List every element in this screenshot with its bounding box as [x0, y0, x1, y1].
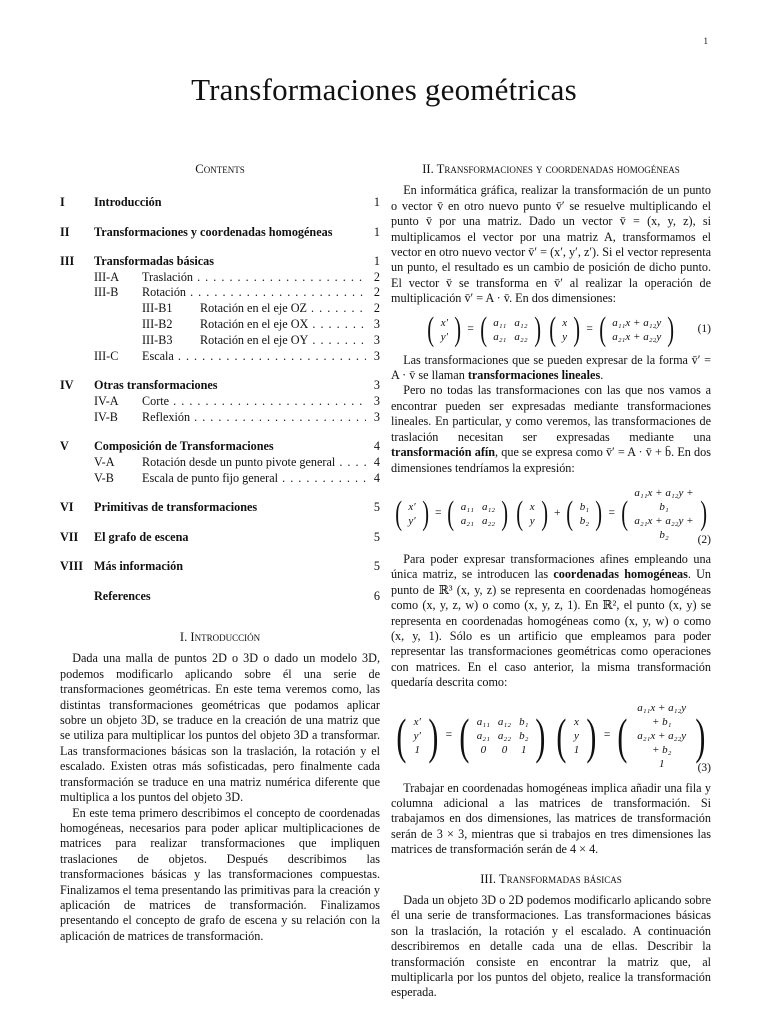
toc-subsection-number: IV-B [94, 409, 118, 424]
toc-section-title: Transformaciones y coordenadas homogéneas [94, 224, 333, 239]
matrix-entry: a₂₁x + a₂₂y + b₂ [637, 729, 687, 756]
toc-page-number: 3 [373, 317, 380, 332]
matrix: ( a₁₁ a₁₂ b₁ a₂₁ a₂₂ b₂ 0 0 1 ) [459, 707, 546, 764]
toc-subsection-title: Corte . . . [142, 394, 366, 410]
matrix-entry: 0 [480, 743, 487, 756]
toc-subsection-title: Rotación en el eje OZ . . . [200, 301, 366, 317]
math-operator: = [586, 322, 593, 335]
paragraph: Dada un objeto 3D o 2D podemos modificarlo aplicando sobre él una serie de transformaciones. Las transformaciones básicas son la traslación, la rotación y el escalado. A continuación describiremos en detalle cada una de ellas. Describir la transformación consiste en encontrar la matriz que, al multiplicarla por los puntos del objeto, realice la transformación esperada. [391, 893, 711, 1000]
matrix-entry: a₁₂ [481, 500, 496, 513]
toc-subsection-number: III-B1 [142, 301, 173, 316]
toc-section-title: Más información [94, 559, 184, 574]
toc-subsection-number: III-B [94, 285, 119, 300]
matrix-entry: b₁ [519, 715, 529, 728]
paragraph: Dada una malla de puntos 2D o 3D o dado un modelo 3D, podemos modificarlo aplicando sobre él una serie de transformaciones geométricas. En este tema veremos como, las distintas transformaciones geométricas que podamos aplicar sobre un objeto 3D, se traduce en la creación de una matriz que se utiliza para multiplicar los puntos del objeto 3D a transformar. Las transformaciones básicas son la traslación, la rotación y el escalado. Existen otras más sofisticadas, pero finalmente cada transformación se traduce en una matriz numérica diferente que multiplica a los puntos del objeto 3D. [60, 651, 380, 805]
toc-page-number: 2 [373, 301, 380, 316]
toc-subsection-number: III-B2 [142, 317, 173, 332]
toc-section-title: Composición de Transformaciones [94, 439, 274, 454]
matrix-entry: y [529, 514, 535, 527]
toc-page-number: 1 [373, 224, 380, 239]
matrix: ( a₁₁x + a₁₂y + b₁ a₂₁x + a₂₂y + b₂ ) [621, 486, 707, 541]
section-heading-intro: I. Introducción [179, 630, 261, 645]
matrix-entry: a₁₂ [514, 316, 528, 329]
matrix-entry: x [574, 715, 579, 728]
toc-section-number: VIII [60, 559, 84, 574]
toc-subsection-title: Reflexión . . . [142, 410, 366, 426]
toc-page-number: 4 [373, 439, 380, 454]
toc-subsection-number: III-C [94, 348, 119, 363]
toc-section[interactable] [60, 530, 380, 545]
toc-page-number: 3 [373, 393, 380, 408]
matrix-entry: x′ [440, 316, 449, 329]
toc-subsection-number: V-B [94, 470, 114, 485]
math-operator: = [434, 507, 442, 520]
matrix-entry: a₁₁ [460, 500, 474, 513]
matrix: ( x′ y′ ) [395, 494, 429, 532]
matrix-entry: y′ [440, 330, 449, 343]
toc-subsection-title: Escala de punto fijo general . . . [142, 471, 366, 487]
paragraph: Trabajar en coordenadas homogéneas implica añadir una fila y columna adicional a las matrices de transformación. Si trabajamos en dos dimensiones, las matrices de transformación serán de 3 × 3, mientras que si trabajos en tres dimensiones las matrices de transformación serán de 4 × 4. [391, 780, 711, 857]
matrix-entry: b₂ [519, 729, 529, 742]
matrix: ( a₁₁x + a₁₂y a₂₁x + a₂₂y ) [599, 310, 675, 348]
toc-section[interactable] [60, 439, 380, 454]
toc-section-number: II [60, 224, 70, 239]
toc-page-number: 4 [373, 470, 380, 485]
matrix: ( x′ y′ 1 ) [396, 707, 439, 764]
toc-subsection[interactable] [60, 301, 380, 317]
matrix: ( x y ) [516, 494, 548, 532]
toc-subsection-number: III-A [94, 269, 120, 284]
paper-title: Transformaciones geométricas [191, 72, 577, 107]
matrix-entry: a₂₁x + a₂₂y + b₂ [634, 514, 694, 541]
matrix-entry: a₂₁ [476, 729, 490, 742]
matrix-entry: a₂₂ [481, 514, 496, 527]
right-column [391, 162, 711, 1001]
toc-page-number: 2 [373, 269, 380, 284]
toc-subsection-title: Traslación . . . [142, 270, 366, 286]
toc-page-number: 5 [373, 529, 380, 544]
toc-subsection[interactable] [60, 410, 380, 426]
toc-section[interactable] [60, 254, 380, 269]
matrix: ( b₁ b₂ ) [566, 494, 603, 532]
toc-page-number: 5 [373, 559, 380, 574]
toc-section[interactable] [60, 589, 380, 604]
matrix: ( x y ) [549, 310, 581, 348]
matrix-entry: a₁₁x + a₁₂y + b₁ [637, 701, 687, 728]
matrix-entry: 1 [658, 757, 665, 770]
matrix-entry: a₁₁ [493, 316, 507, 329]
matrix: ( a₁₁ a₁₂ a₂₁ a₂₂ ) [480, 310, 541, 348]
toc-section-number: VII [60, 529, 79, 544]
toc-section-number: I [60, 195, 65, 210]
matrix-entry: x′ [413, 715, 421, 728]
matrix-entry: y′ [413, 729, 421, 742]
table-of-contents [60, 195, 380, 604]
equation-number: (1) [697, 322, 711, 335]
matrix-entry: a₂₁ [460, 514, 474, 527]
toc-section-title: El grafo de escena [94, 529, 189, 544]
toc-page-number: 2 [373, 285, 380, 300]
matrix-entry: 1 [414, 743, 421, 756]
toc-section-title: References [94, 588, 151, 603]
toc-section[interactable] [60, 559, 380, 574]
matrix-entry: y [574, 729, 579, 742]
matrix-entry: 0 [501, 743, 508, 756]
math-operator: = [445, 728, 453, 741]
toc-subsection[interactable] [60, 349, 380, 365]
toc-section[interactable] [60, 195, 380, 210]
toc-section[interactable] [60, 378, 380, 393]
paragraph: Para poder expresar transformaciones afines empleando una única matriz, se introducen las coordenadas homogéneas. Un punto de ℝ³ (x, y, z) se representa en coordenadas homogéneas como (x, y, z, w) o como (x, y, z, 1). En ℝ², el punto (x, y) se representa en coordenadas homogéneas como (x, y, w) o como (x, y, 1). Sólo es un artificio que empleamos para poder representar las transformaciones geométricas como operaciones con matrices. En el caso anterior, la misma transformación quedaría descrita como: [391, 551, 711, 690]
matrix-entry: a₁₁x + a₁₂y + b₁ [634, 486, 694, 513]
toc-subsection-number: V-A [94, 454, 115, 469]
matrix-entry: b₂ [579, 514, 590, 527]
toc-section[interactable] [60, 500, 380, 515]
matrix-entry: a₁₁x + a₁₂y [612, 316, 662, 329]
matrix-entry: x [529, 500, 535, 513]
left-column [60, 162, 380, 944]
matrix-entry: 1 [573, 743, 580, 756]
toc-subsection-title: Rotación en el eje OY . . . [200, 333, 366, 349]
toc-section-number [60, 589, 94, 604]
matrix-entry: a₁₂ [497, 715, 512, 728]
math-operator: = [603, 728, 611, 741]
toc-subsection-title: Rotación en el eje OX . . . [200, 317, 366, 333]
toc-page-number: 3 [373, 409, 380, 424]
paragraph: Pero no todas las transformaciones con las que nos vamos a encontrar pueden ser expresadas mediante transformaciones lineales. En particular, y como veremos, las transformaciones de traslación necesitan ser expresadas mediante una transformación afín, que se expresa como v̄′ = A · v̄ + b̄. En dos dimensiones tendríamos la expresión: [391, 383, 711, 475]
math-operator: + [553, 507, 561, 520]
matrix-entry: a₁₁ [476, 715, 490, 728]
paragraph: En este tema primero describimos el concepto de coordenadas homogéneas, necesarios para poder aplicar multiplicaciones de matrices para realizar transformaciones que impliquen traslaciones de objetos. Después describimos las transformaciones básicas y las transformaciones compuestas. Finalizamos el tema presentando las primitivas para la creación y aplicación de matrices de transformación. Finalizamos presentando el concepto de grafo de escena y su relación con la aplicación de matrices de transformación. [60, 805, 380, 943]
equation-1 [391, 310, 711, 348]
toc-subsection-title: Rotación desde un punto pivote general . . . [142, 455, 366, 471]
matrix: ( a₁₁ a₁₂ a₂₁ a₂₂ ) [447, 494, 509, 532]
matrix-entry: a₂₂ [497, 729, 512, 742]
toc-section-number: VI [60, 500, 74, 515]
toc-page-number: 1 [373, 254, 380, 269]
toc-heading: Contents [195, 162, 245, 176]
toc-subsection[interactable] [60, 455, 380, 471]
equation-number: (3) [697, 762, 711, 775]
toc-subsection-title: Rotación . . . [142, 285, 366, 301]
matrix: ( x′ y′ ) [427, 310, 462, 348]
toc-section-title: Otras transformaciones [94, 378, 218, 393]
matrix-entry: a₂₂ [514, 330, 528, 343]
toc-subsection-title: Escala . . . [142, 349, 366, 365]
equation-2 [391, 486, 711, 546]
toc-section-title: Introducción [94, 195, 162, 210]
paragraph: Las transformaciones que se pueden expresar de la forma v̄′ = A · v̄ se llaman transformaciones lineales. [391, 352, 711, 383]
matrix: ( x y 1 ) [556, 707, 597, 764]
toc-subsection[interactable] [60, 317, 380, 333]
section-heading-basic: III. Transformadas básicas [480, 871, 622, 886]
toc-page-number: 6 [373, 588, 380, 603]
matrix-entry: b₁ [579, 500, 590, 513]
equation-3 [391, 701, 711, 775]
section-heading-homogeneous: II. Transformaciones y coordenadas homogéneas [422, 162, 680, 176]
toc-subsection[interactable] [60, 471, 380, 487]
matrix: ( a₁₁x + a₁₂y + b₁ a₂₁x + a₂₂y + b₂ 1 ) [617, 701, 706, 770]
toc-section-title: Primitivas de transformaciones [94, 500, 258, 515]
toc-subsection-number: III-B3 [142, 332, 173, 347]
toc-section-title: Transformadas básicas [94, 254, 214, 269]
toc-section-number: V [60, 439, 69, 454]
toc-page-number: 3 [373, 348, 380, 363]
toc-page-number: 1 [373, 195, 380, 210]
toc-subsection[interactable] [60, 270, 380, 286]
math-operator: = [608, 507, 615, 520]
matrix-entry: x′ [408, 500, 416, 513]
math-operator: = [467, 322, 474, 335]
matrix-entry: y′ [408, 514, 416, 527]
matrix-entry: a₂₁x + a₂₂y [612, 330, 662, 343]
paragraph: En informática gráfica, realizar la transformación de un punto o vector v̄ en otro nuevo punto v̄′ se resuelve multiplicando el punto v̄ por una matriz. Dado un vector v̄ = (x, y, z), si multiplicamos el vector por una matriz A, transformamos el vector en otro nuevo vector v̄′ = (x′, y′, z′). Si el vector representa un punto, el resultado es un cambio de posición de dicho punto. El vector v̄ se transforma en v̄′ al realizar la operación de multiplicación v̄′ = A · v̄. En dos dimensiones: [391, 183, 711, 306]
toc-subsection[interactable] [60, 285, 380, 301]
toc-page-number: 3 [373, 378, 380, 393]
toc-subsection[interactable] [60, 333, 380, 349]
toc-page-number: 4 [373, 454, 380, 469]
toc-section[interactable] [60, 225, 380, 240]
toc-subsection-number: IV-A [94, 393, 119, 408]
matrix-entry: y [562, 330, 568, 343]
matrix-entry: x [562, 316, 568, 329]
page-number: 1 [703, 36, 708, 46]
toc-section-number: IV [60, 378, 74, 393]
equation-number: (2) [697, 533, 711, 546]
toc-page-number: 5 [373, 500, 380, 515]
matrix-entry: a₂₁ [493, 330, 507, 343]
toc-subsection[interactable] [60, 394, 380, 410]
toc-section-number: III [60, 254, 75, 269]
matrix-entry: 1 [520, 743, 527, 756]
toc-page-number: 3 [373, 332, 380, 347]
